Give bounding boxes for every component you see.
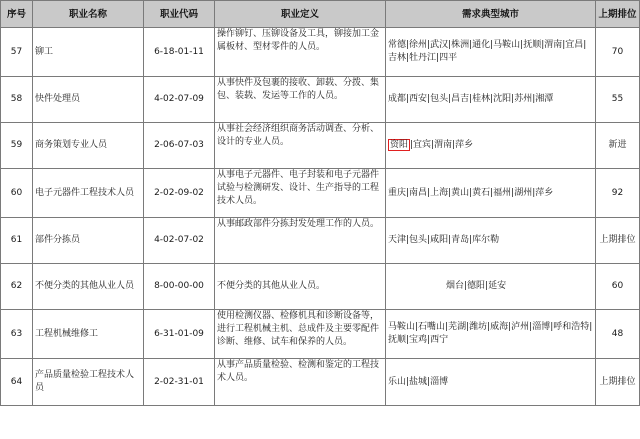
occupation-definition: 从事产品质量检验、检测和鉴定的工程技术人员。 <box>215 359 386 406</box>
occupation-code: 8-00-00-00 <box>144 264 215 310</box>
occupation-code: 2-02-09-02 <box>144 169 215 218</box>
table-row <box>1 123 640 169</box>
row-number: 64 <box>1 359 33 406</box>
typical-cities: 乐山|盐城|淄博 <box>386 359 596 406</box>
typical-cities: 成都|西安|包头|昌吉|桂林|沈阳|苏州|湘潭 <box>386 77 596 123</box>
typical-cities-rest: |宜宾|渭南|萍乡 <box>410 140 474 150</box>
row-number: 57 <box>1 28 33 77</box>
previous-rank: 上期排位 <box>596 218 640 264</box>
row-number: 60 <box>1 169 33 218</box>
occupation-code: 2-02-31-01 <box>144 359 215 406</box>
row-number: 58 <box>1 77 33 123</box>
table-row <box>1 218 640 264</box>
occupation-code: 4-02-07-02 <box>144 218 215 264</box>
occupation-definition: 使用检测仪器、检修机具和诊断设备等，进行工程机械主机、总成件及主要零配件诊断、维修、试车和保养的人员。 <box>215 310 386 359</box>
row-number: 61 <box>1 218 33 264</box>
occupation-name: 电子元器件工程技术人员 <box>33 169 144 218</box>
previous-rank: 上期排位 <box>596 359 640 406</box>
occupation-definition: 从事电子元器件、电子封装和电子元器件试验与检测研发、设计、生产指导的工程技术人员。 <box>215 169 386 218</box>
table-row <box>1 310 640 359</box>
header-no: 序号 <box>1 1 33 28</box>
occupation-definition: 从事邮政部件分拣封发处理工作的人员。 <box>215 218 386 264</box>
highlighted-city: 资阳 <box>390 140 409 150</box>
occupation-name: 工程机械维修工 <box>33 310 144 359</box>
occupation-definition: 从事社会经济组织商务活动调查、分析、设计的专业人员。 <box>215 123 386 169</box>
occupation-name: 部件分拣员 <box>33 218 144 264</box>
previous-rank: 55 <box>596 77 640 123</box>
occupation-code: 6-31-01-09 <box>144 310 215 359</box>
occupation-name: 铆工 <box>33 28 144 77</box>
header-name: 职业名称 <box>33 1 144 28</box>
row-number: 63 <box>1 310 33 359</box>
row-number: 59 <box>1 123 33 169</box>
previous-rank: 70 <box>596 28 640 77</box>
occupation-code: 6-18-01-11 <box>144 28 215 77</box>
occupation-definition: 不便分类的其他从业人员。 <box>215 264 386 310</box>
table-row <box>1 169 640 218</box>
occupation-definition: 从事快件及包裹的接收、卸载、分拨、集包、装载、发运等工作的人员。 <box>215 77 386 123</box>
previous-rank: 新进 <box>596 123 640 169</box>
occupation-code: 4-02-07-09 <box>144 77 215 123</box>
previous-rank: 92 <box>596 169 640 218</box>
header-definition: 职业定义 <box>215 1 386 28</box>
header-rank: 上期排位 <box>596 1 640 28</box>
row-number: 62 <box>1 264 33 310</box>
table-row <box>1 28 640 77</box>
typical-cities: 常德|徐州|武汉|株洲|通化|马鞍山|抚顺|渭南|宜昌|吉林|牡丹江|四平 <box>386 28 596 77</box>
occupation-code: 2-06-07-03 <box>144 123 215 169</box>
occupation-name: 商务策划专业人员 <box>33 123 144 169</box>
table-row <box>1 264 640 310</box>
previous-rank: 60 <box>596 264 640 310</box>
typical-cities <box>386 123 596 169</box>
occupation-definition: 操作铆钉、压铆设备及工具，铆接加工金属板材、型材零件的人员。 <box>215 28 386 77</box>
typical-cities: 天津|包头|咸阳|青岛|库尔勒 <box>386 218 596 264</box>
previous-rank: 48 <box>596 310 640 359</box>
occupation-name: 产品质量检验工程技术人员 <box>33 359 144 406</box>
table-row <box>1 77 640 123</box>
header-code: 职业代码 <box>144 1 215 28</box>
occupation-name: 快件处理员 <box>33 77 144 123</box>
typical-cities: 烟台|德阳|延安 <box>386 264 596 310</box>
occupation-name: 不便分类的其他从业人员 <box>33 264 144 310</box>
header-cities: 需求典型城市 <box>386 1 596 28</box>
table-row <box>1 359 640 406</box>
typical-cities: 马鞍山|石嘴山|芜湖|潍坊|威海|泸州|淄博|呼和浩特|抚顺|宝鸡|西宁 <box>386 310 596 359</box>
header-row <box>1 1 640 28</box>
typical-cities: 重庆|南昌|上海|黄山|黄石|福州|湖州|萍乡 <box>386 169 596 218</box>
